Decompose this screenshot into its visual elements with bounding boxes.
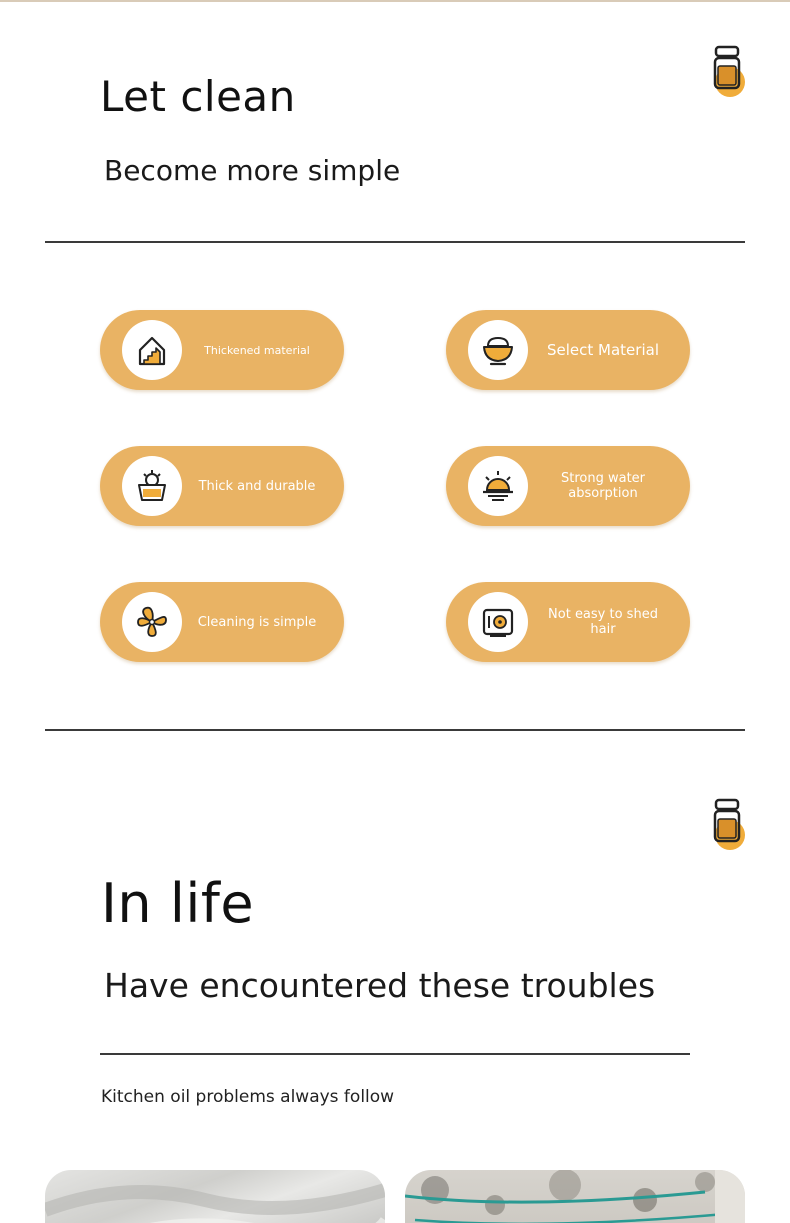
feature-pill-thickened-material xyxy=(100,310,344,390)
feature-label: Strong water absorption xyxy=(560,471,646,501)
feature-pill-select-material xyxy=(446,310,690,390)
cloth-photo xyxy=(45,1170,385,1223)
fan-icon xyxy=(122,592,182,652)
sunrise-icon xyxy=(468,456,528,516)
feature-label: Thick and durable xyxy=(198,478,316,494)
safe-icon xyxy=(468,592,528,652)
top-edge-strip xyxy=(0,0,790,2)
stairs-house-icon xyxy=(122,320,182,380)
jar-icon xyxy=(711,797,747,853)
feature-label: Thickened material xyxy=(204,343,310,357)
divider-top xyxy=(45,241,745,243)
section2-caption: Kitchen oil problems always follow xyxy=(101,1087,395,1107)
divider-subtitle xyxy=(100,1053,690,1055)
feature-label: Cleaning is simple xyxy=(197,614,317,630)
basket-icon xyxy=(122,456,182,516)
feature-pill-cleaning-is-simple xyxy=(100,582,344,662)
feature-pill-strong-water-absorption xyxy=(446,446,690,526)
divider-middle xyxy=(45,729,745,731)
bowl-icon xyxy=(468,320,528,380)
feature-label: Select Material xyxy=(547,340,659,359)
jar-icon xyxy=(711,44,747,100)
feature-label: Not easy to shed hair xyxy=(548,607,658,637)
feature-pill-thick-and-durable xyxy=(100,446,344,526)
section2-subtitle: Have encountered these troubles xyxy=(104,966,656,1005)
feature-pill-not-easy-to-shed-hair xyxy=(446,582,690,662)
section1-subtitle: Become more simple xyxy=(104,154,401,187)
stained-cloth-photo xyxy=(405,1170,745,1223)
section1-title: Let clean xyxy=(100,72,296,121)
section2-title: In life xyxy=(101,872,255,935)
